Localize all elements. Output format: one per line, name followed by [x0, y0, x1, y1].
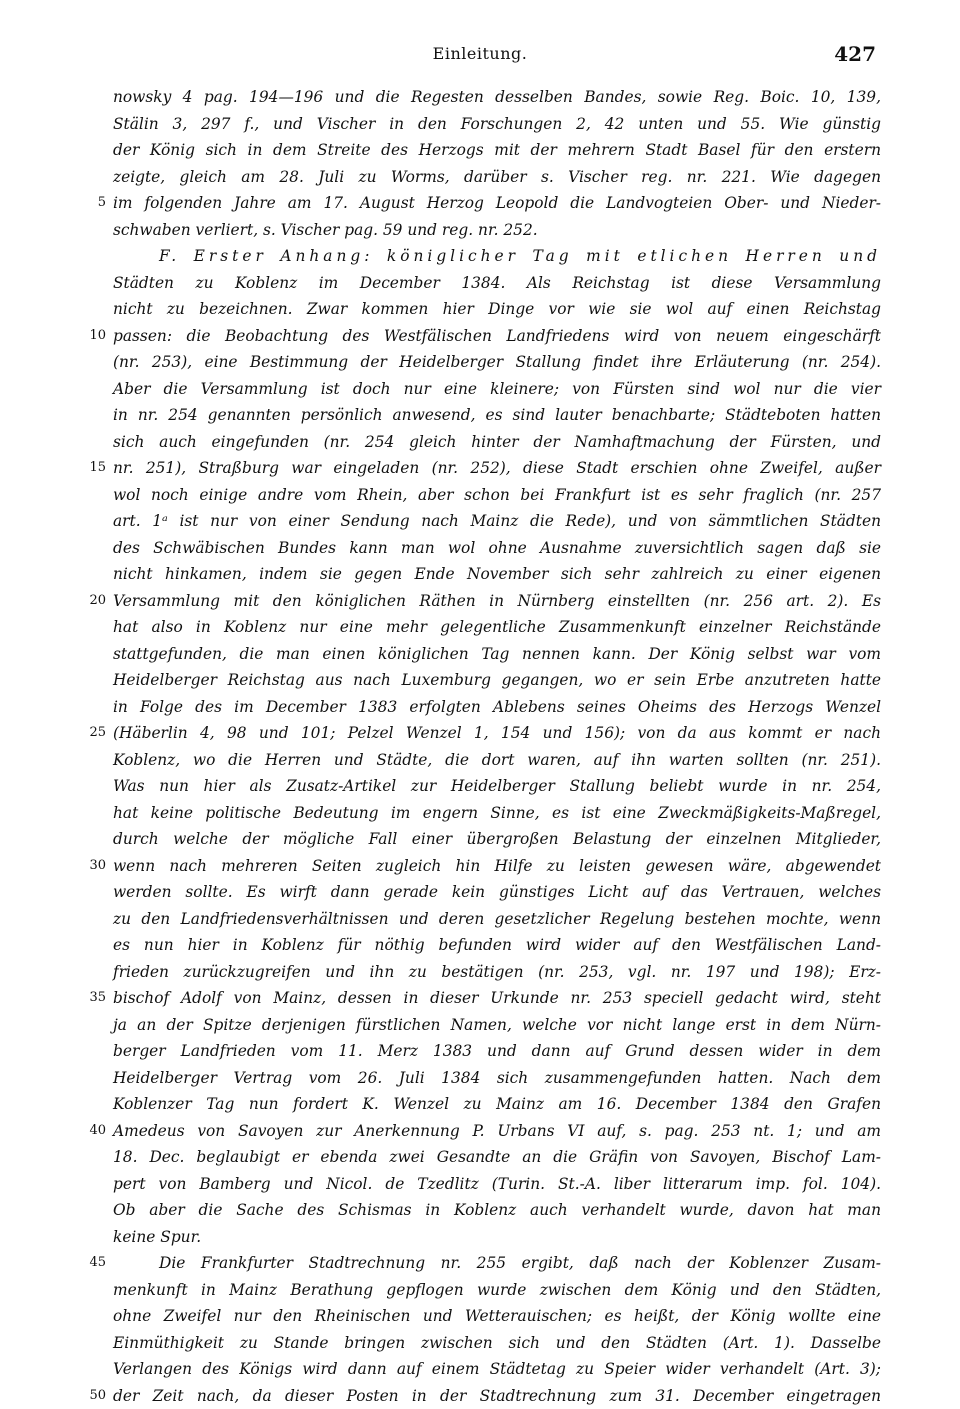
text-line: [113, 243, 881, 270]
line-text: 18. Dec. beglaubigt er ebenda zwei Gesandte an die Gräfin von Savoyen, Bischof Lam-: [113, 1148, 881, 1166]
text-line: [113, 1356, 881, 1383]
line-text: ohne Zweifel nur den Rheinischen und Wetterauischen; es heißt, der König wollte eine: [113, 1307, 881, 1325]
text-line: [113, 1303, 881, 1330]
line-text: nr. 251), Straßburg war eingeladen (nr. 252), diese Stadt erschien ohne Zweifel, außer: [113, 459, 881, 477]
line-text: wenn nach mehreren Seiten zugleich hin Hilfe zu leisten gewesen wäre, abgewendet: [113, 857, 881, 875]
line-text: nicht hinkamen, indem sie gegen Ende November sich sehr zahlreich zu einer eigenen: [113, 565, 881, 583]
line-text: Die Frankfurter Stadtrechnung nr. 255 ergibt, daß nach der Koblenzer Zusam-: [159, 1254, 881, 1272]
text-line: [113, 1012, 881, 1039]
text-line: [113, 164, 881, 191]
line-number: 5: [86, 190, 106, 217]
line-text: wol noch einige andre vom Rhein, aber schon bei Frankfurt ist es sehr fraglich (nr. 257: [113, 486, 881, 504]
body-text: [113, 84, 881, 1409]
text-line: [113, 1171, 881, 1198]
line-text: passen: die Beobachtung des Westfälischen Landfriedens wird von neuem eingeschärft: [113, 327, 881, 345]
line-number: 30: [86, 853, 106, 880]
running-header-title: Einleitung.: [0, 44, 960, 63]
line-number: 35: [86, 985, 106, 1012]
line-text: Ob aber die Sache des Schismas in Koblenz auch verhandelt wurde, davon hat man: [113, 1201, 881, 1219]
line-text: Heidelberger Reichstag aus nach Luxemburg gegangen, wo er sein Erbe anzutreten hatte: [113, 671, 881, 689]
text-line: [113, 641, 881, 668]
line-number: 25: [86, 720, 106, 747]
line-text: nicht zu bezeichnen. Zwar kommen hier Dinge vor wie sie wol auf einen Reichstag: [113, 300, 881, 318]
line-text: Einmüthigkeit zu Stande bringen zwischen sich und den Städten (Art. 1). Dasselbe: [113, 1334, 881, 1352]
text-line: [113, 906, 881, 933]
line-number: 20: [86, 588, 106, 615]
text-line: [113, 853, 881, 880]
line-text: schwaben verliert, s. Vischer pag. 59 und reg. nr. 252.: [113, 221, 538, 239]
text-line: [113, 323, 881, 350]
text-line: [113, 1038, 881, 1065]
text-line: [113, 800, 881, 827]
text-line: [113, 614, 881, 641]
line-text: keine Spur.: [113, 1228, 201, 1246]
line-text: frieden zurückzugreifen und ihn zu bestätigen (nr. 253, vgl. nr. 197 und 198); Erz-: [113, 963, 881, 981]
line-text: Aber die Versammlung ist doch nur eine kleinere; von Fürsten sind wol nur die vier: [113, 380, 881, 398]
page-number: 427: [834, 42, 876, 66]
line-text: des Schwäbischen Bundes kann man wol ohne Ausnahme zuversichtlich sagen daß sie: [113, 539, 881, 557]
text-line: [113, 482, 881, 509]
line-text: zu den Landfriedensverhältnissen und deren gesetzlicher Regelung bestehen mochte, wenn: [113, 910, 881, 928]
text-line: [113, 667, 881, 694]
line-text: stattgefunden, die man einen königlichen Tag nennen kann. Der König selbst war vom: [113, 645, 881, 663]
text-line: [113, 402, 881, 429]
line-text: (nr. 253), eine Bestimmung der Heidelberger Stallung findet ihre Erläuterung (nr. 254).: [113, 353, 881, 371]
line-text: Koblenzer Tag nun fordert K. Wenzel zu Mainz am 16. December 1384 den Grafen: [113, 1095, 881, 1113]
line-text: Verlangen des Königs wird dann auf einem Städtetag zu Speier wider verhandelt (Art. 3);: [113, 1360, 881, 1378]
line-number: 15: [86, 455, 106, 482]
text-line: [113, 190, 881, 217]
line-text: im folgenden Jahre am 17. August Herzog Leopold die Landvogteien Ober- und Nieder-: [113, 194, 881, 212]
line-text: Amedeus von Savoyen zur Anerkennung P. Urbans VI auf, s. pag. 253 nt. 1; und am: [113, 1122, 881, 1140]
text-line: [113, 429, 881, 456]
line-text: durch welche der mögliche Fall einer übergroßen Belastung der einzelnen Mitglieder,: [113, 830, 881, 848]
text-line: [113, 1118, 881, 1145]
text-line: [113, 111, 881, 138]
text-line: [113, 826, 881, 853]
text-line: [113, 720, 881, 747]
line-text: art. 1ᵃ ist nur von einer Sendung nach Mainz die Rede), und von sämmtlichen Städten: [113, 512, 881, 530]
text-line: [113, 1065, 881, 1092]
text-line: [113, 879, 881, 906]
line-text: zeigte, gleich am 28. Juli zu Worms, darüber s. Vischer reg. nr. 221. Wie dagegen: [113, 168, 881, 186]
text-line: [113, 349, 881, 376]
text-line: [113, 588, 881, 615]
line-text: nowsky 4 pag. 194—196 und die Regesten desselben Bandes, sowie Reg. Boic. 10, 139,: [113, 88, 881, 106]
line-text: in Folge des im December 1383 erfolgten Ablebens seines Oheims des Herzogs Wenzel: [113, 698, 881, 716]
text-line: [113, 932, 881, 959]
line-text: Städten zu Koblenz im December 1384. Als Reichstag ist diese Versammlung: [113, 274, 881, 292]
text-line: [113, 1277, 881, 1304]
line-text: F. Erster Anhang: königlicher Tag mit etlichen Herren und: [159, 247, 881, 265]
text-line: [113, 535, 881, 562]
line-text: ja an der Spitze derjenigen fürstlichen Namen, welche vor nicht lange erst in dem Nürn-: [113, 1016, 881, 1034]
text-line: [113, 1330, 881, 1357]
text-line: [113, 1144, 881, 1171]
text-line: [113, 1383, 881, 1409]
line-number: 50: [86, 1383, 106, 1409]
line-text: werden sollte. Es wirft dann gerade kein günstiges Licht auf das Vertrauen, welches: [113, 883, 881, 901]
line-text: (Häberlin 4, 98 und 101; Pelzel Wenzel 1, 154 und 156); von da aus kommt er nach: [113, 724, 881, 742]
text-line: [113, 508, 881, 535]
text-line: [113, 694, 881, 721]
line-text: berger Landfrieden vom 11. Merz 1383 und dann auf Grund dessen wider in dem: [113, 1042, 881, 1060]
line-text: der Zeit nach, da dieser Posten in der Stadtrechnung zum 31. December eingetragen: [113, 1387, 881, 1405]
text-line: [113, 270, 881, 297]
line-text: Heidelberger Vertrag vom 26. Juli 1384 sich zusammengefunden hatten. Nach dem: [113, 1069, 881, 1087]
text-line: [113, 773, 881, 800]
line-text: sich auch eingefunden (nr. 254 gleich hinter der Namhaftmachung der Fürsten, und: [113, 433, 881, 451]
line-text: Koblenz, wo die Herren und Städte, die dort waren, auf ihn warten sollten (nr. 251).: [113, 751, 881, 769]
text-line: [113, 985, 881, 1012]
line-number: 10: [86, 323, 106, 350]
line-number: 40: [86, 1118, 106, 1145]
line-text: es nun hier in Koblenz für nöthig befunden wird wider auf den Westfälischen Land-: [113, 936, 881, 954]
text-line: [113, 455, 881, 482]
text-line: [113, 376, 881, 403]
text-line: [113, 84, 881, 111]
text-line: [113, 1224, 881, 1251]
text-line: [113, 1197, 881, 1224]
text-line: [113, 959, 881, 986]
line-text: der König sich in dem Streite des Herzogs mit der mehrern Stadt Basel für den erstern: [113, 141, 881, 159]
text-line: [113, 747, 881, 774]
text-line: [113, 217, 881, 244]
line-text: bischof Adolf von Mainz, dessen in dieser Urkunde nr. 253 speciell gedacht wird, steht: [113, 989, 881, 1007]
line-text: in nr. 254 genannten persönlich anwesend, es sind lauter benachbarte; Städteboten hatten: [113, 406, 881, 424]
line-text: Stälin 3, 297 f., und Vischer in den Forschungen 2, 42 unten und 55. Wie günstig: [113, 115, 881, 133]
line-text: hat also in Koblenz nur eine mehr gelegentliche Zusammenkunft einzelner Reichstände: [113, 618, 881, 636]
line-text: menkunft in Mainz Berathung gepflogen wurde zwischen dem König und den Städten,: [113, 1281, 881, 1299]
text-line: [113, 1091, 881, 1118]
line-text: pert von Bamberg und Nicol. de Tzedlitz (Turin. St.-A. liber litterarum imp. fol. 104).: [113, 1175, 881, 1193]
text-line: [113, 137, 881, 164]
line-number: 45: [86, 1250, 106, 1277]
line-text: Was nun hier als Zusatz-Artikel zur Heidelberger Stallung beliebt wurde in nr. 254,: [113, 777, 881, 795]
text-line: [113, 296, 881, 323]
line-text: hat keine politische Bedeutung im engern Sinne, es ist eine Zweckmäßigkeits-Maßregel,: [113, 804, 881, 822]
text-line: [113, 561, 881, 588]
text-line: [113, 1250, 881, 1277]
line-text: Versammlung mit den königlichen Räthen in Nürnberg einstellten (nr. 256 art. 2). Es: [113, 592, 881, 610]
